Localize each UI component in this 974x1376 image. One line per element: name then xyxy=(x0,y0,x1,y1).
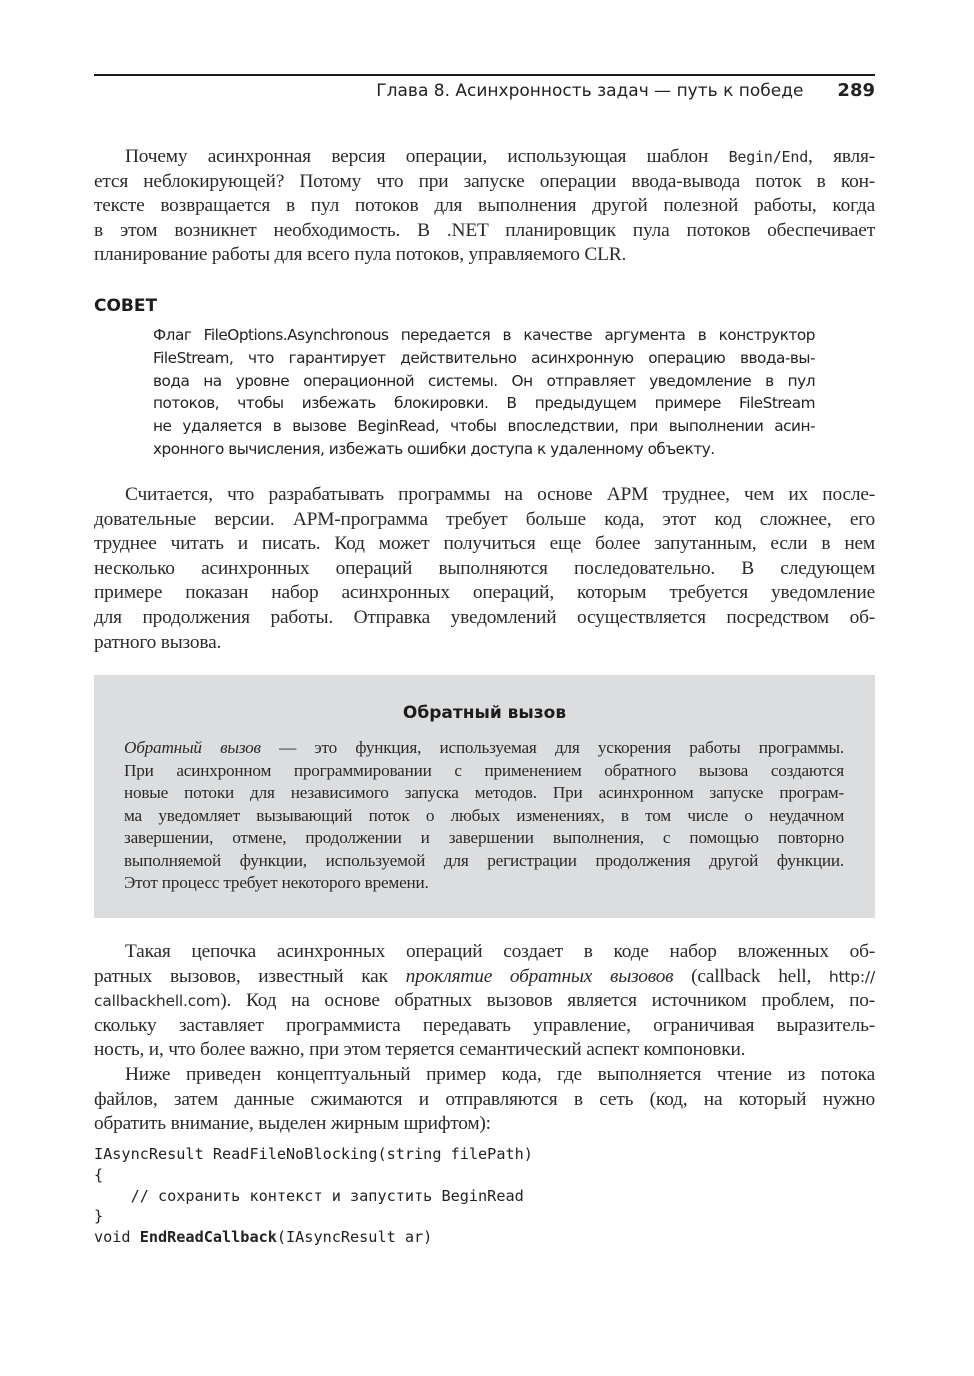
inline-code: Begin/End xyxy=(728,148,809,166)
url-link-part1[interactable]: http:// xyxy=(828,967,875,986)
text-fragment: ). Код на основе обратных вызовов является источником проблем, по- xyxy=(220,990,875,1012)
text-line: скольку заставляет программиста передавать управление, ограничивая выразитель- xyxy=(94,1014,875,1036)
text-line: завершении, отмене, продолжении и завершении выполнения, с помощью повторно xyxy=(124,828,844,847)
text-line xyxy=(124,737,844,760)
code-fragment: void xyxy=(94,1228,140,1247)
text-line: хронного вычисления, избежать ошибки доступа к удаленному объекту. xyxy=(153,439,715,458)
text-line: обратить внимание, выделен жирным шрифтом): xyxy=(94,1113,491,1135)
code-line: // сохранить контекст и запустить BeginRead xyxy=(94,1186,524,1205)
paragraph-begin-end xyxy=(94,145,875,268)
paragraph-callback-hell xyxy=(94,940,875,1063)
text-line: вода на уровне операционной системы. Он отправляет уведомление в пул xyxy=(153,371,815,390)
text-line: FileStream, что гарантирует действительно асинхронную операцию ввода-вы- xyxy=(153,348,815,367)
page-number: 289 xyxy=(837,80,875,101)
text-line: для продолжения работы. Отправка уведомлений осуществляется посредством об- xyxy=(94,606,875,628)
text-line xyxy=(94,965,875,990)
code-bold-fragment: EndReadCallback xyxy=(139,1228,277,1247)
tip-body xyxy=(153,324,815,461)
code-line: } xyxy=(94,1207,104,1226)
text-fragment: Почему асинхронная версия операции, использующая шаблон xyxy=(125,146,729,167)
text-line: в этом возникнет необходимость. В .NET планировщик пула потоков обеспечивает xyxy=(94,219,875,241)
paragraph-apm xyxy=(94,483,875,655)
text-line: Этот процесс требует некоторого времени. xyxy=(124,873,429,892)
term-italic: Обратный вызов xyxy=(124,738,261,757)
callback-sidebar-box xyxy=(94,675,875,918)
text-line: выполняемой функции, используемой для регистрации продолжения другой функции. xyxy=(124,850,844,870)
code-listing xyxy=(94,1144,533,1248)
text-line xyxy=(94,989,875,1014)
url-link-part2[interactable]: callbackhell.com xyxy=(94,992,221,1011)
text-line: тексте возвращается в пул потоков для выполнения другой полезной работы, когда xyxy=(94,195,875,217)
text-line: ма уведомляет вызывающий поток о любых изменениях, в том числе о неудачном xyxy=(124,805,844,825)
header-rule xyxy=(94,74,875,76)
text-line: Такая цепочка асинхронных операций создает в коде набор вложенных об- xyxy=(125,941,875,962)
text-fragment: (callback hell, xyxy=(673,965,829,987)
text-line: При асинхронном программировании с применением обратного вызова создаются xyxy=(124,760,844,780)
text-line: довательные версии. APM-программа требует больше кода, этот код сложнее, его xyxy=(94,508,875,530)
code-line xyxy=(94,1228,432,1246)
chapter-title: Глава 8. Асинхронность задач — путь к победе xyxy=(376,81,804,101)
text-line: файлов, затем данные сжимаются и отправляются в сеть (код, на который нужно xyxy=(94,1088,875,1110)
text-line xyxy=(94,145,875,170)
text-line: новые потоки для независимого запуска методов. При асинхронном запуске програм- xyxy=(124,783,844,802)
running-header xyxy=(94,80,875,108)
code-line: { xyxy=(94,1165,104,1184)
text-fragment: ратных вызовов, известный как xyxy=(94,965,406,987)
text-line: Флаг FileOptions.Asynchronous передается в качестве аргумента в конструктор xyxy=(153,326,815,344)
text-line: труднее читать и писать. Код может получиться еще более запутанным, если в нем xyxy=(94,533,875,555)
text-line: потоков, чтобы избежать блокировки. В предыдущем примере FileStream xyxy=(153,394,815,413)
tip-heading: СОВЕТ xyxy=(94,296,158,316)
text-fragment: , явля- xyxy=(808,146,876,167)
code-fragment: (IAsyncResult ar) xyxy=(276,1228,433,1247)
sidebar-title: Обратный вызов xyxy=(402,703,567,723)
text-fragment: — это функция, используемая для ускорения работы программы. xyxy=(260,738,844,757)
text-line: несколько асинхронных операций выполняются последовательно. В следующем xyxy=(94,557,875,579)
text-line: ность, и, что более важно, при этом теряется семантический аспект компоновки. xyxy=(94,1039,746,1061)
text-line: не удаляется в вызове BeginRead, чтобы впоследствии, при выполнении асин- xyxy=(153,417,815,436)
text-line: примере показан набор асинхронных операций, которым требуется уведомление xyxy=(94,582,875,604)
text-line: ратного вызова. xyxy=(94,631,222,653)
code-line: IAsyncResult ReadFileNoBlocking(string filePath) xyxy=(94,1145,533,1163)
sidebar-body xyxy=(124,737,844,895)
text-line: Ниже приведен концептуальный пример кода, где выполняется чтение из потока xyxy=(125,1064,875,1085)
term-italic: проклятие обратных вызовов xyxy=(405,965,674,987)
text-line: ется неблокирующей? Потому что при запуске операции ввода-вывода поток в кон- xyxy=(94,170,875,192)
text-line: планирование работы для всего пула потоков, управляемого CLR. xyxy=(94,244,627,266)
text-line: Считается, что разрабатывать программы на основе APM труднее, чем их после- xyxy=(125,484,875,505)
paragraph-code-intro xyxy=(94,1063,875,1137)
